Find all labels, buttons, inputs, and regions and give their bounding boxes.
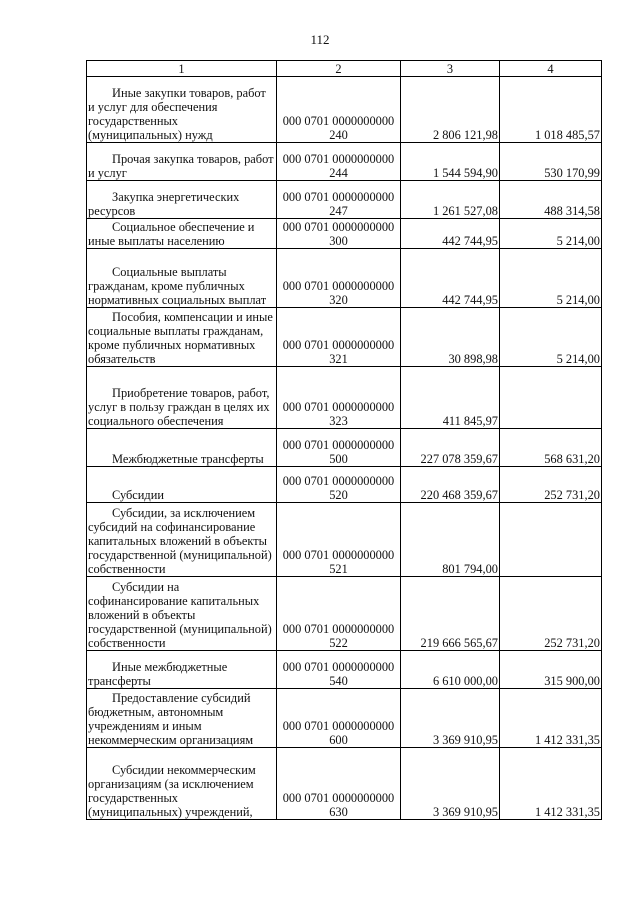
row-value-col4: 1 018 485,57 (500, 77, 602, 143)
table-row (87, 219, 602, 249)
row-code: 000 0701 0000000000 321 (277, 308, 401, 367)
row-value-col4: 488 314,58 (500, 181, 602, 219)
column-header-4: 4 (500, 61, 602, 77)
row-code: 000 0701 0000000000 323 (277, 367, 401, 429)
table-row (87, 577, 602, 651)
row-name: Субсидии некоммерческим организациям (за исключением государственных (муниципальных) учреждений, (87, 748, 277, 820)
row-code: 000 0701 0000000000 600 (277, 689, 401, 748)
row-name: Прочая закупка товаров, работ и услуг (87, 143, 277, 181)
row-value-col3: 220 468 359,67 (401, 467, 500, 503)
table-row (87, 77, 602, 143)
table-row (87, 249, 602, 308)
row-name: Социальные выплаты гражданам, кроме публичных нормативных социальных выплат (87, 249, 277, 308)
row-value-col3: 411 845,97 (401, 367, 500, 429)
row-value-col3: 1 544 594,90 (401, 143, 500, 181)
row-code: 000 0701 0000000000 247 (277, 181, 401, 219)
row-name: Приобретение товаров, работ, услуг в пользу граждан в целях их социального обеспечения (87, 367, 277, 429)
row-value-col3: 2 806 121,98 (401, 77, 500, 143)
row-value-col4 (500, 503, 602, 577)
row-value-col3: 6 610 000,00 (401, 651, 500, 689)
row-code: 000 0701 0000000000 500 (277, 429, 401, 467)
table-row (87, 467, 602, 503)
row-value-col3: 801 794,00 (401, 503, 500, 577)
row-name: Иные закупки товаров, работ и услуг для обеспечения государственных (муниципальных) нужд (87, 77, 277, 143)
row-value-col3: 227 078 359,67 (401, 429, 500, 467)
table-header-row (87, 61, 602, 77)
table-row (87, 651, 602, 689)
row-value-col4: 1 412 331,35 (500, 748, 602, 820)
row-value-col3: 1 261 527,08 (401, 181, 500, 219)
row-value-col4: 5 214,00 (500, 249, 602, 308)
row-value-col4: 252 731,20 (500, 467, 602, 503)
row-value-col3: 30 898,98 (401, 308, 500, 367)
row-code: 000 0701 0000000000 522 (277, 577, 401, 651)
row-code: 000 0701 0000000000 520 (277, 467, 401, 503)
table-row (87, 429, 602, 467)
table-row (87, 181, 602, 219)
table-row (87, 748, 602, 820)
row-code: 000 0701 0000000000 540 (277, 651, 401, 689)
column-header-3: 3 (401, 61, 500, 77)
row-value-col3: 219 666 565,67 (401, 577, 500, 651)
column-header-1: 1 (87, 61, 277, 77)
row-value-col3: 442 744,95 (401, 219, 500, 249)
row-name: Социальное обеспечение и иные выплаты населению (87, 219, 277, 249)
row-value-col4 (500, 367, 602, 429)
row-value-col4: 252 731,20 (500, 577, 602, 651)
budget-table (86, 60, 602, 820)
row-name: Пособия, компенсации и иные социальные выплаты гражданам, кроме публичных нормативных обязательств (87, 308, 277, 367)
row-value-col4: 568 631,20 (500, 429, 602, 467)
row-value-col3: 3 369 910,95 (401, 689, 500, 748)
row-value-col4: 1 412 331,35 (500, 689, 602, 748)
row-value-col3: 3 369 910,95 (401, 748, 500, 820)
row-value-col4: 530 170,99 (500, 143, 602, 181)
row-value-col4: 5 214,00 (500, 219, 602, 249)
row-code: 000 0701 0000000000 240 (277, 77, 401, 143)
row-code: 000 0701 0000000000 300 (277, 219, 401, 249)
row-code: 000 0701 0000000000 630 (277, 748, 401, 820)
row-code: 000 0701 0000000000 521 (277, 503, 401, 577)
column-header-2: 2 (277, 61, 401, 77)
table-row (87, 689, 602, 748)
table-row (87, 143, 602, 181)
row-name: Межбюджетные трансферты (87, 429, 277, 467)
row-name: Предоставление субсидий бюджетным, автономным учреждениям и иным некоммерческим организациям (87, 689, 277, 748)
row-name: Субсидии на софинансирование капитальных вложений в объекты государственной (муниципальной) собственности (87, 577, 277, 651)
row-code: 000 0701 0000000000 320 (277, 249, 401, 308)
row-code: 000 0701 0000000000 244 (277, 143, 401, 181)
table-row (87, 503, 602, 577)
row-value-col4: 315 900,00 (500, 651, 602, 689)
row-name: Иные межбюджетные трансферты (87, 651, 277, 689)
row-name: Субсидии (87, 467, 277, 503)
page-number: 112 (310, 32, 330, 47)
row-name: Субсидии, за исключением субсидий на софинансирование капитальных вложений в объекты государственной (муниципальной) собственности (87, 503, 277, 577)
table-row (87, 367, 602, 429)
row-name: Закупка энергетических ресурсов (87, 181, 277, 219)
row-value-col3: 442 744,95 (401, 249, 500, 308)
row-value-col4: 5 214,00 (500, 308, 602, 367)
table-row (87, 308, 602, 367)
